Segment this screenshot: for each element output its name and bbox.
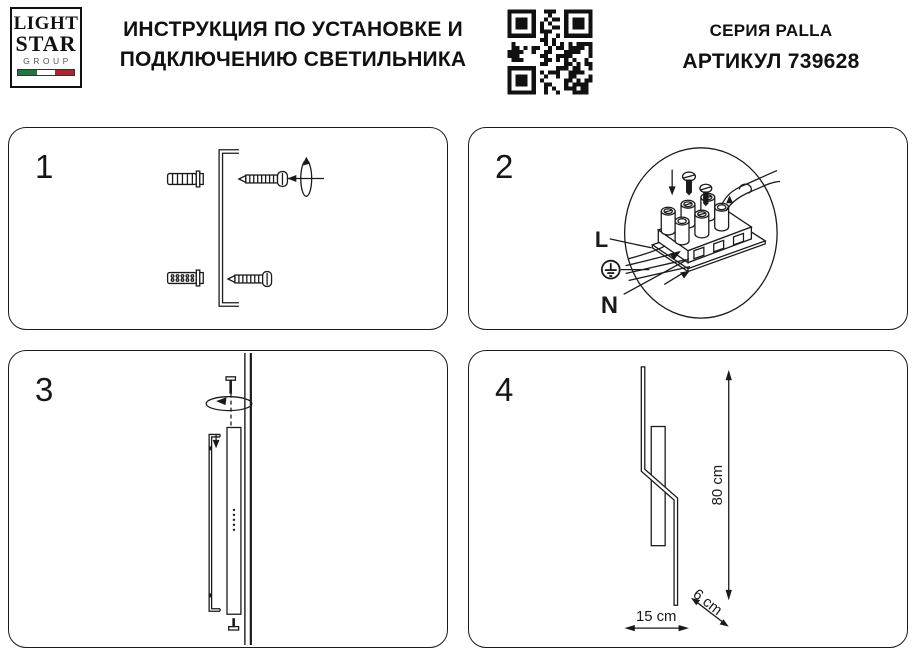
wall-line [245, 353, 251, 645]
width-dimension-arrow [624, 625, 689, 631]
step-4-figure [469, 351, 907, 647]
screw-icon [228, 272, 272, 287]
logo-word-light: LIGHT [13, 13, 79, 34]
product-info [640, 20, 902, 75]
flag-green [18, 70, 37, 75]
step-1-figure [9, 128, 447, 329]
line-leader [610, 239, 652, 248]
mounting-bracket-icon [209, 434, 220, 611]
step-1-number: 1 [35, 148, 54, 185]
article-label: АРТИКУЛ 739628 [682, 50, 860, 73]
step-3-panel [8, 350, 448, 648]
screw-icon [226, 377, 235, 394]
page-title [95, 15, 491, 75]
step-4-panel [468, 350, 908, 648]
neutral-label: N [600, 292, 619, 320]
wall-anchor-icon [168, 171, 204, 187]
step-2-figure [469, 128, 907, 329]
lightstar-logo [10, 7, 82, 88]
ground-icon [602, 261, 620, 279]
step-2-panel [468, 127, 908, 330]
series-label: СЕРИЯ PALLA [709, 21, 833, 40]
title-line-1: ИНСТРУКЦИЯ ПО УСТАНОВКЕ И [123, 18, 463, 41]
step-4-number: 4 [495, 371, 514, 408]
screw-icon [229, 618, 239, 630]
step-2-number: 2 [495, 148, 514, 185]
lamp-body [227, 427, 241, 614]
width-dimension-label: 15 cm [635, 609, 677, 626]
step-3-number: 3 [35, 371, 54, 408]
flag-red [55, 70, 74, 75]
logo-word-star: STAR [15, 31, 77, 56]
insert-down-arrow-icon [669, 170, 676, 196]
line-label: L [594, 226, 609, 252]
wire-insert-arrow-icon [664, 271, 690, 285]
height-dimension-arrow [726, 370, 732, 600]
wall-anchor-icon [168, 270, 204, 286]
rotation-arrow-icon [287, 157, 324, 197]
flag-white [37, 70, 56, 75]
depth-dimension-label: 6 cm [689, 586, 725, 619]
height-dimension-label: 80 cm [709, 464, 726, 506]
italy-flag-stripe [17, 69, 75, 76]
logo-word-group: GROUP [23, 56, 72, 66]
screw-icon [239, 172, 288, 187]
qr-code [504, 6, 596, 98]
luminaire-wires [722, 171, 780, 212]
step-1-panel [8, 127, 448, 330]
step-3-figure [9, 351, 447, 647]
title-line-2: ПОДКЛЮЧЕНИЮ СВЕТИЛЬНИКА [119, 48, 467, 71]
lamp-body [641, 367, 677, 605]
